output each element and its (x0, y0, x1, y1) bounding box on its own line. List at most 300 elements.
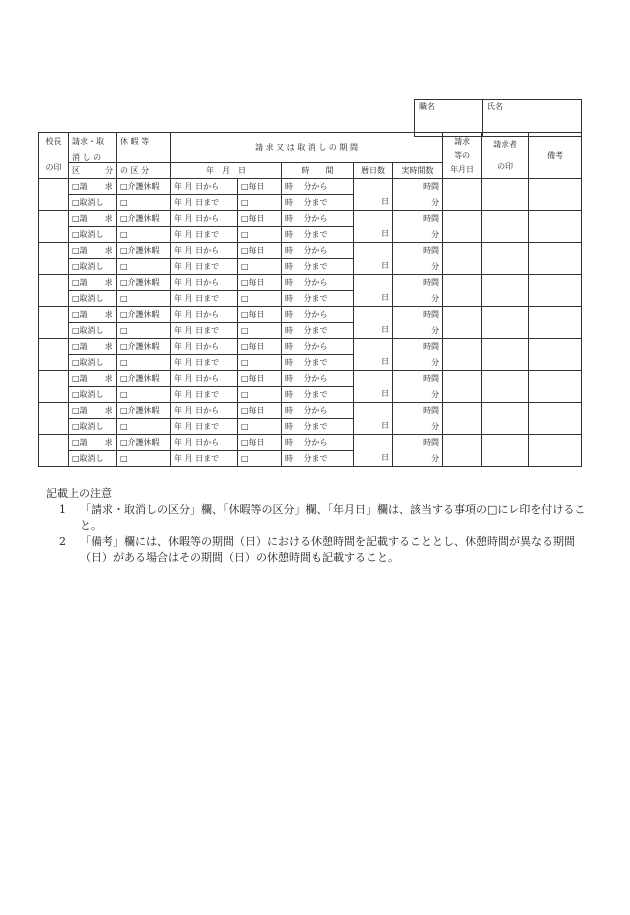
request-option-label-tail: 求 (104, 245, 113, 255)
time-to-cell[interactable] (282, 227, 354, 243)
time-from-label: 時 分から (285, 405, 328, 415)
request-date-cell[interactable] (443, 275, 482, 307)
date-to-cell[interactable] (171, 355, 238, 371)
date-from-label: 年 月 日から (174, 341, 220, 351)
other-leave-option: □ (120, 453, 128, 463)
time-to-label: 時 分まで (285, 197, 328, 207)
notes-section (46, 486, 586, 566)
blank-checkbox-cell[interactable] (238, 227, 282, 243)
date-to-cell[interactable] (171, 419, 238, 435)
request-cancel-header-bun: 分 (105, 165, 114, 175)
request-option-label: □請 (72, 437, 88, 447)
calendar-days-cell[interactable] (354, 211, 393, 243)
date-from-label: 年 月 日から (174, 437, 220, 447)
request-date-header-line1: 請求 (454, 137, 471, 146)
other-leave-option: □ (120, 357, 128, 367)
principal-seal-cell[interactable] (39, 211, 69, 243)
principal-seal-cell[interactable] (39, 339, 69, 371)
leave-type-checkbox-cell[interactable] (117, 211, 171, 227)
request-option-label: □請 (72, 245, 88, 255)
date-from-cell[interactable] (171, 435, 238, 451)
request-option-label-tail: 求 (104, 213, 113, 223)
actual-hours-cell[interactable] (393, 211, 443, 243)
date-from-cell[interactable] (171, 211, 238, 227)
everyday-option: □毎日 (241, 181, 265, 191)
date-to-label: 年 月 日まで (174, 197, 220, 207)
request-checkbox-cell[interactable] (69, 179, 117, 195)
time-header (282, 163, 354, 179)
time-from-label: 時 分から (285, 437, 328, 447)
date-from-label: 年 月 日から (174, 245, 220, 255)
date-from-label: 年 月 日から (174, 405, 220, 415)
calendar-days-unit: 日 (381, 325, 389, 334)
minutes-unit: 分 (431, 421, 440, 431)
requester-seal-cell[interactable] (482, 307, 529, 339)
leave-type-checkbox-cell[interactable] (117, 435, 171, 451)
period-header-label: 請 求 又 は 取 消 し の 期 間 (255, 142, 358, 152)
date-from-cell[interactable] (171, 371, 238, 387)
leave-type-checkbox-cell[interactable] (117, 339, 171, 355)
time-to-cell[interactable] (282, 259, 354, 275)
actual-hours-cell[interactable] (393, 275, 443, 307)
minutes-unit: 分 (431, 197, 440, 207)
time-to-cell[interactable] (282, 291, 354, 307)
cancel-checkbox-cell[interactable] (69, 195, 117, 211)
everyday-option: □毎日 (241, 277, 265, 287)
minutes-unit: 分 (431, 453, 440, 463)
time-from-cell[interactable] (282, 211, 354, 227)
date-to-label: 年 月 日まで (174, 357, 220, 367)
time-from-label: 時 分から (285, 373, 328, 383)
actual-hours-cell[interactable] (393, 435, 443, 467)
time-from-label: 時 分から (285, 341, 328, 351)
time-from-cell[interactable] (282, 275, 354, 291)
cancel-checkbox-cell[interactable] (69, 419, 117, 435)
other-leave-checkbox-cell[interactable] (117, 387, 171, 403)
table-row (39, 307, 582, 323)
cancel-checkbox-cell[interactable] (69, 451, 117, 467)
everyday-checkbox-cell[interactable] (238, 275, 282, 291)
calendar-days-cell[interactable] (354, 339, 393, 371)
everyday-option: □毎日 (241, 245, 265, 255)
leave-type-header-line2: の 区 分 (120, 165, 150, 175)
minutes-unit: 分 (431, 293, 440, 303)
care-leave-option: □介護休暇 (120, 405, 160, 415)
other-leave-option: □ (120, 421, 128, 431)
request-cancel-header-line1: 請求・取 (72, 137, 104, 146)
hours-unit: 時間 (423, 341, 440, 351)
other-leave-checkbox-cell[interactable] (117, 451, 171, 467)
table-row (39, 243, 582, 259)
date-from-cell[interactable] (171, 243, 238, 259)
blank-option: □ (241, 421, 249, 431)
actual-hours-cell[interactable] (393, 339, 443, 371)
job-title-label: 職名 (419, 102, 435, 111)
note-number-2: 2 (59, 535, 66, 548)
everyday-option: □毎日 (241, 341, 265, 351)
remarks-header-label: 備考 (547, 150, 564, 160)
calendar-days-cell[interactable] (354, 435, 393, 467)
blank-checkbox-cell[interactable] (238, 323, 282, 339)
request-option-label: □請 (72, 277, 88, 287)
cancel-option-label: □取消し (72, 229, 104, 239)
principal-seal-cell[interactable] (39, 243, 69, 275)
time-to-cell[interactable] (282, 195, 354, 211)
cancel-option-label: □取消し (72, 325, 104, 335)
request-option-label-tail: 求 (104, 309, 113, 319)
date-to-cell[interactable] (171, 195, 238, 211)
period-header (171, 133, 443, 163)
requester-seal-cell[interactable] (482, 435, 529, 467)
care-leave-option: □介護休暇 (120, 341, 160, 351)
principal-seal-cell[interactable] (39, 371, 69, 403)
remarks-cell[interactable] (529, 243, 582, 275)
time-to-cell[interactable] (282, 323, 354, 339)
request-cancel-header-ku: 区 (72, 165, 80, 175)
time-from-label: 時 分から (285, 213, 328, 223)
remarks-cell[interactable] (529, 307, 582, 339)
principal-seal-cell[interactable] (39, 403, 69, 435)
time-to-label: 時 分まで (285, 261, 328, 271)
leave-type-checkbox-cell[interactable] (117, 179, 171, 195)
date-to-cell[interactable] (171, 259, 238, 275)
date-from-label: 年 月 日から (174, 373, 220, 383)
leave-type-checkbox-cell[interactable] (117, 307, 171, 323)
remarks-cell[interactable] (529, 211, 582, 243)
notes-title: 記載上の注意 (46, 487, 112, 500)
principal-header-top: 校長 (45, 137, 62, 146)
calendar-days-unit: 日 (381, 453, 389, 462)
other-leave-checkbox-cell[interactable] (117, 291, 171, 307)
blank-checkbox-cell[interactable] (238, 419, 282, 435)
calendar-days-cell[interactable] (354, 275, 393, 307)
request-option-label: □請 (72, 405, 88, 415)
actual-hours-header-label: 実時間数 (401, 165, 434, 175)
date-from-label: 年 月 日から (174, 181, 220, 191)
date-from-label: 年 月 日から (174, 277, 220, 287)
hours-unit: 時間 (423, 181, 440, 191)
everyday-checkbox-cell[interactable] (238, 307, 282, 323)
request-option-label: □請 (72, 341, 88, 351)
request-cancel-header (69, 133, 117, 163)
time-from-cell[interactable] (282, 307, 354, 323)
calendar-days-unit: 日 (381, 293, 389, 302)
table-row (39, 339, 582, 355)
everyday-checkbox-cell[interactable] (238, 339, 282, 355)
date-from-cell[interactable] (171, 275, 238, 291)
everyday-option: □毎日 (241, 405, 265, 415)
leave-type-checkbox-cell[interactable] (117, 275, 171, 291)
actual-hours-cell[interactable] (393, 371, 443, 403)
remarks-header (529, 133, 582, 179)
request-option-label-tail: 求 (104, 373, 113, 383)
time-from-label: 時 分から (285, 245, 328, 255)
calendar-days-unit: 日 (381, 229, 389, 238)
leave-type-checkbox-cell[interactable] (117, 371, 171, 387)
care-leave-option: □介護休暇 (120, 213, 160, 223)
ymd-header (171, 163, 282, 179)
other-leave-checkbox-cell[interactable] (117, 195, 171, 211)
remarks-cell[interactable] (529, 339, 582, 371)
blank-checkbox-cell[interactable] (238, 451, 282, 467)
request-date-cell[interactable] (443, 179, 482, 211)
blank-option: □ (241, 357, 249, 367)
cancel-checkbox-cell[interactable] (69, 227, 117, 243)
request-date-header-line3: 年月日 (450, 165, 475, 174)
hours-unit: 時間 (423, 373, 440, 383)
care-leave-option: □介護休暇 (120, 309, 160, 319)
date-to-cell[interactable] (171, 323, 238, 339)
time-to-label: 時 分まで (285, 453, 328, 463)
hours-unit: 時間 (423, 277, 440, 287)
actual-hours-cell[interactable] (393, 403, 443, 435)
request-checkbox-cell[interactable] (69, 403, 117, 419)
leave-type-header (117, 133, 171, 163)
date-from-cell[interactable] (171, 179, 238, 195)
remarks-cell[interactable] (529, 435, 582, 467)
time-to-label: 時 分まで (285, 357, 328, 367)
other-leave-option: □ (120, 293, 128, 303)
request-cancel-header-line2: 消 し の (72, 153, 102, 162)
request-checkbox-cell[interactable] (69, 371, 117, 387)
date-to-label: 年 月 日まで (174, 293, 220, 303)
other-leave-checkbox-cell[interactable] (117, 259, 171, 275)
blank-checkbox-cell[interactable] (238, 355, 282, 371)
note-text-2: 「備考」欄には、休暇等の期間（日）における休憩時間を記載することとし、休憩時間が異なる期間（日）がある場合はその期間（日）の休憩時間も記載すること。 (80, 535, 575, 564)
leave-type-checkbox-cell[interactable] (117, 243, 171, 259)
requester-seal-cell[interactable] (482, 243, 529, 275)
actual-hours-cell[interactable] (393, 243, 443, 275)
minutes-unit: 分 (431, 325, 440, 335)
note-number-1: 1 (59, 503, 66, 516)
blank-option: □ (241, 389, 249, 399)
request-option-label-tail: 求 (104, 437, 113, 447)
note-text-1: 「請求・取消しの区分」欄、「休暇等の区分」欄、「年月日」欄は、該当する事項の□にレ印を付けること。 (80, 503, 586, 532)
date-to-label: 年 月 日まで (174, 453, 220, 463)
other-leave-checkbox-cell[interactable] (117, 419, 171, 435)
principal-seal-cell[interactable] (39, 179, 69, 211)
other-leave-checkbox-cell[interactable] (117, 227, 171, 243)
time-to-cell[interactable] (282, 355, 354, 371)
principal-seal-header (39, 133, 69, 179)
requester-seal-header (482, 133, 529, 179)
minutes-unit: 分 (431, 229, 440, 239)
blank-checkbox-cell[interactable] (238, 387, 282, 403)
time-to-label: 時 分まで (285, 293, 328, 303)
cancel-checkbox-cell[interactable] (69, 323, 117, 339)
request-date-cell[interactable] (443, 339, 482, 371)
time-from-cell[interactable] (282, 243, 354, 259)
actual-hours-cell[interactable] (393, 179, 443, 211)
blank-checkbox-cell[interactable] (238, 259, 282, 275)
minutes-unit: 分 (431, 389, 440, 399)
cancel-option-label: □取消し (72, 453, 104, 463)
request-checkbox-cell[interactable] (69, 435, 117, 451)
calendar-days-cell[interactable] (354, 307, 393, 339)
care-leave-option: □介護休暇 (120, 245, 160, 255)
care-leave-option: □介護休暇 (120, 277, 160, 287)
time-header-label: 時 間 (301, 165, 334, 175)
principal-seal-cell[interactable] (39, 275, 69, 307)
calendar-days-header (354, 163, 393, 179)
request-date-cell[interactable] (443, 211, 482, 243)
principal-header-bottom: の印 (45, 163, 62, 172)
requester-header-line2: の印 (497, 162, 514, 171)
time-from-cell[interactable] (282, 179, 354, 195)
hours-unit: 時間 (423, 309, 440, 319)
blank-option: □ (241, 261, 249, 271)
time-to-label: 時 分まで (285, 325, 328, 335)
request-checkbox-cell[interactable] (69, 339, 117, 355)
remarks-cell[interactable] (529, 403, 582, 435)
request-option-label: □請 (72, 181, 88, 191)
calendar-days-unit: 日 (381, 261, 389, 270)
leave-type-header-line1: 休 暇 等 (120, 137, 150, 146)
calendar-days-header-label: 暦日数 (361, 165, 385, 175)
time-from-cell[interactable] (282, 371, 354, 387)
request-cancel-header-bottom (69, 163, 117, 179)
other-leave-option: □ (120, 197, 128, 207)
hours-unit: 時間 (423, 245, 440, 255)
leave-request-table (38, 132, 582, 467)
request-option-label-tail: 求 (104, 405, 113, 415)
date-to-cell[interactable] (171, 387, 238, 403)
calendar-days-cell[interactable] (354, 403, 393, 435)
request-date-cell[interactable] (443, 435, 482, 467)
remarks-cell[interactable] (529, 179, 582, 211)
blank-checkbox-cell[interactable] (238, 291, 282, 307)
date-to-label: 年 月 日まで (174, 421, 220, 431)
cancel-option-label: □取消し (72, 389, 104, 399)
request-checkbox-cell[interactable] (69, 211, 117, 227)
note-item-2 (46, 534, 586, 566)
request-date-header-line2: 等の (454, 151, 471, 160)
blank-option: □ (241, 197, 249, 207)
date-to-cell[interactable] (171, 291, 238, 307)
date-from-cell[interactable] (171, 307, 238, 323)
cancel-option-label: □取消し (72, 357, 104, 367)
cancel-checkbox-cell[interactable] (69, 291, 117, 307)
table-row (39, 435, 582, 451)
cancel-checkbox-cell[interactable] (69, 259, 117, 275)
other-leave-option: □ (120, 389, 128, 399)
date-to-label: 年 月 日まで (174, 261, 220, 271)
cancel-checkbox-cell[interactable] (69, 387, 117, 403)
care-leave-option: □介護休暇 (120, 373, 160, 383)
request-checkbox-cell[interactable] (69, 275, 117, 291)
everyday-checkbox-cell[interactable] (238, 403, 282, 419)
requester-seal-cell[interactable] (482, 339, 529, 371)
date-from-cell[interactable] (171, 403, 238, 419)
blank-option: □ (241, 325, 249, 335)
date-from-label: 年 月 日から (174, 309, 220, 319)
other-leave-checkbox-cell[interactable] (117, 323, 171, 339)
requester-seal-cell[interactable] (482, 275, 529, 307)
date-to-cell[interactable] (171, 451, 238, 467)
everyday-checkbox-cell[interactable] (238, 435, 282, 451)
time-to-cell[interactable] (282, 387, 354, 403)
table-row (39, 179, 582, 195)
other-leave-option: □ (120, 325, 128, 335)
request-option-label: □請 (72, 373, 88, 383)
leave-type-checkbox-cell[interactable] (117, 403, 171, 419)
cancel-checkbox-cell[interactable] (69, 355, 117, 371)
ymd-header-label: 年 月 日 (206, 165, 246, 175)
request-date-cell[interactable] (443, 307, 482, 339)
time-to-cell[interactable] (282, 419, 354, 435)
time-from-label: 時 分から (285, 309, 328, 319)
principal-seal-cell[interactable] (39, 307, 69, 339)
everyday-option: □毎日 (241, 309, 265, 319)
table-row (39, 211, 582, 227)
principal-seal-cell[interactable] (39, 435, 69, 467)
table-row (39, 275, 582, 291)
request-option-label-tail: 求 (104, 277, 113, 287)
date-to-label: 年 月 日まで (174, 325, 220, 335)
time-to-cell[interactable] (282, 451, 354, 467)
cancel-option-label: □取消し (72, 293, 104, 303)
request-option-label-tail: 求 (104, 341, 113, 351)
requester-seal-cell[interactable] (482, 211, 529, 243)
hours-unit: 時間 (423, 437, 440, 447)
everyday-checkbox-cell[interactable] (238, 371, 282, 387)
minutes-unit: 分 (431, 357, 440, 367)
time-from-cell[interactable] (282, 339, 354, 355)
other-leave-option: □ (120, 229, 128, 239)
request-date-cell[interactable] (443, 243, 482, 275)
requester-seal-cell[interactable] (482, 179, 529, 211)
actual-hours-cell[interactable] (393, 307, 443, 339)
everyday-checkbox-cell[interactable] (238, 179, 282, 195)
blank-option: □ (241, 453, 249, 463)
date-from-label: 年 月 日から (174, 213, 220, 223)
request-checkbox-cell[interactable] (69, 307, 117, 323)
request-option-label: □請 (72, 309, 88, 319)
everyday-option: □毎日 (241, 373, 265, 383)
table-row (39, 403, 582, 419)
calendar-days-cell[interactable] (354, 243, 393, 275)
remarks-cell[interactable] (529, 275, 582, 307)
name-field[interactable] (483, 100, 582, 137)
time-to-label: 時 分まで (285, 229, 328, 239)
request-checkbox-cell[interactable] (69, 243, 117, 259)
requester-seal-cell[interactable] (482, 403, 529, 435)
calendar-days-cell[interactable] (354, 179, 393, 211)
other-leave-checkbox-cell[interactable] (117, 355, 171, 371)
calendar-days-cell[interactable] (354, 371, 393, 403)
job-title-field[interactable] (415, 100, 483, 137)
time-from-cell[interactable] (282, 403, 354, 419)
blank-checkbox-cell[interactable] (238, 195, 282, 211)
date-to-cell[interactable] (171, 227, 238, 243)
remarks-cell[interactable] (529, 371, 582, 403)
calendar-days-unit: 日 (381, 357, 389, 366)
request-date-cell[interactable] (443, 371, 482, 403)
calendar-days-unit: 日 (381, 389, 389, 398)
date-from-cell[interactable] (171, 339, 238, 355)
request-date-cell[interactable] (443, 403, 482, 435)
time-from-cell[interactable] (282, 435, 354, 451)
everyday-option: □毎日 (241, 213, 265, 223)
table-row (39, 371, 582, 387)
blank-option: □ (241, 293, 249, 303)
time-from-label: 時 分から (285, 181, 328, 191)
cancel-option-label: □取消し (72, 421, 104, 431)
name-label: 氏名 (487, 102, 503, 111)
everyday-checkbox-cell[interactable] (238, 243, 282, 259)
requester-seal-cell[interactable] (482, 371, 529, 403)
everyday-checkbox-cell[interactable] (238, 211, 282, 227)
